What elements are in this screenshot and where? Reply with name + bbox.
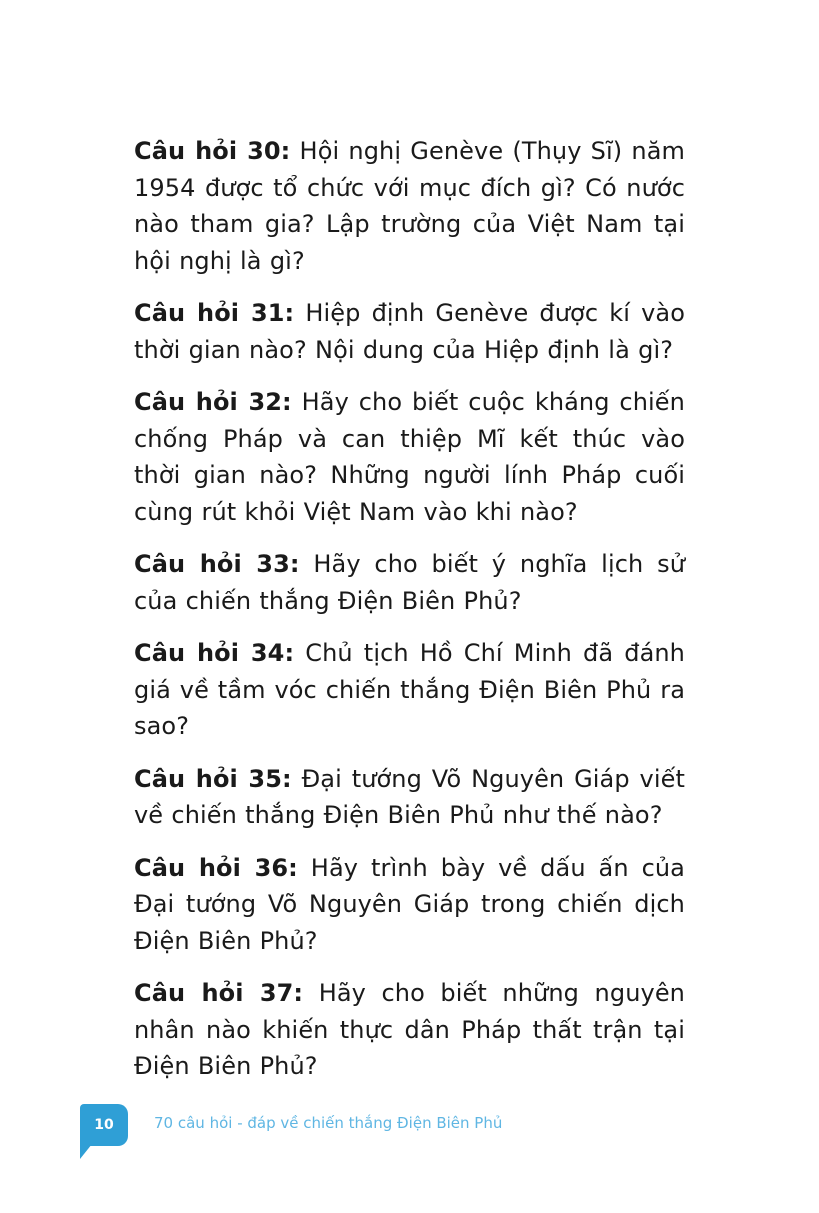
- question-text: Hội nghị Genève (Thụy Sĩ) năm 1954 được tổ chức với mục đích gì? Có nước nào tham gia? Lập trường của Việt Nam tại hội nghị là gì?: [134, 137, 685, 275]
- question-37: [134, 975, 685, 1085]
- question-text: Hãy cho biết cuộc kháng chiến chống Pháp và can thiệp Mĩ kết thúc vào thời gian nào? Những người lính Pháp cuối cùng rút khỏi Việt Nam vào khi nào?: [134, 388, 685, 526]
- question-label: Câu hỏi 34:: [134, 639, 295, 667]
- question-31: [134, 295, 685, 368]
- question-label: Câu hỏi 37:: [134, 979, 304, 1007]
- question-text: Hãy cho biết ý nghĩa lịch sử của chiến thắng Điện Biên Phủ?: [134, 550, 686, 615]
- page-number: 10: [94, 1117, 114, 1133]
- page-number-badge: [80, 1104, 128, 1146]
- question-text: Hãy cho biết những nguyên nhân nào khiến thực dân Pháp thất trận tại Điện Biên Phủ?: [134, 979, 685, 1080]
- question-33: [134, 546, 685, 619]
- question-text: Hãy trình bày về dấu ấn của Đại tướng Võ Nguyên Giáp trong chiến dịch Điện Biên Phủ?: [134, 853, 685, 955]
- question-35: [134, 761, 685, 834]
- speech-bubble-tail-icon: [80, 1144, 92, 1159]
- question-label: Câu hỏi 30:: [134, 137, 291, 165]
- question-list: [134, 133, 685, 1101]
- question-label: Câu hỏi 33:: [134, 550, 300, 578]
- question-label: Câu hỏi 35:: [134, 764, 292, 793]
- question-34: [134, 635, 685, 745]
- question-label: Câu hỏi 32:: [134, 388, 292, 416]
- page-footer: [80, 1104, 680, 1160]
- question-label: Câu hỏi 31:: [134, 299, 295, 327]
- running-title: 70 câu hỏi - đáp về chiến thắng Điện Biên Phủ: [154, 1114, 503, 1132]
- question-label: Câu hỏi 36:: [134, 853, 298, 882]
- question-32: [134, 384, 685, 530]
- question-30: [134, 133, 685, 279]
- question-36: [134, 850, 685, 960]
- question-text: Đại tướng Võ Nguyên Giáp viết về chiến thắng Điện Biên Phủ như thế nào?: [134, 764, 685, 829]
- question-text: Hiệp định Genève được kí vào thời gian nào? Nội dung của Hiệp định là gì?: [134, 299, 685, 364]
- question-text: Chủ tịch Hồ Chí Minh đã đánh giá về tầm vóc chiến thắng Điện Biên Phủ ra sao?: [134, 639, 685, 740]
